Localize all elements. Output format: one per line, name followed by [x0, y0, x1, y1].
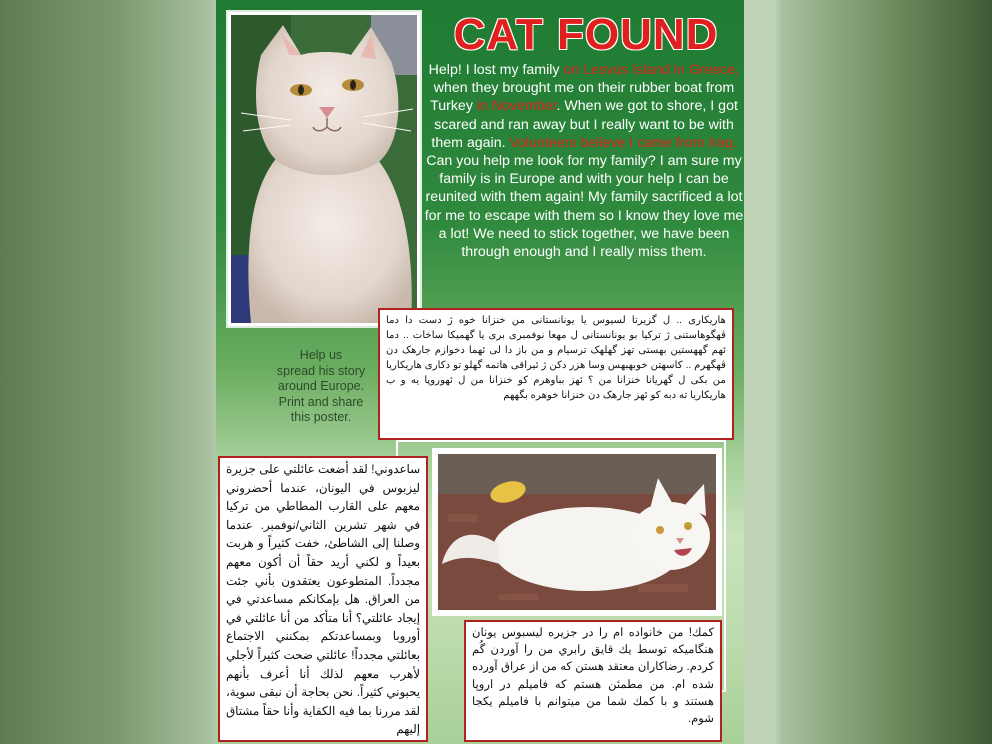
cat-face-photo — [226, 10, 422, 328]
story-highlight: in November — [476, 98, 557, 115]
lost-cat-poster — [216, 0, 744, 744]
story-segment: Can you help me look for my family? I am sure my family is in Europe and with your help I can be reunited with them again! My family sacrificed a lot for me to escape with them so I know they love me a lot! We need to stick together, we have been through enough and I really miss them. — [424, 153, 744, 261]
help-line: around Europe. — [277, 379, 365, 393]
story-highlight: Volunteers believe I came from Iraq. — [509, 134, 737, 151]
story-segment: . When we got to shore, I got scared and ran away but I really want to be with them again. — [431, 98, 738, 151]
connector-line — [396, 440, 398, 456]
kurdish-text-box: هاریکاری .. ل گزیرتا لسیوس یا یونانستانی من خنزانا خوه ژ دست دا دما ڤهگوهاستنی ژ ترکیا بو یونانستانی ل مهعا نوفمبری بری یا گهمیکا ساخات .. دما ئهم گههستین بهستی تهز گهلهک ترسیام و من باز دا لی ئهما دخوازم جارهک دن ڤهگهرم .. کاسهتن خوبهبهس وسا هزر دکن ژ ئیراقی هاتمه گهلو تو دکاری هاریکاریا من بکی ل گهریانا خنزانا من ؟ ئهز بباوهرم کو خنزانا من ل ئهوروپا یه و ب هاریکاریا ته دبه کو ئهز جارهک دن خنزانا خوهره بگههم — [378, 308, 734, 440]
connector-line — [396, 440, 726, 442]
cat-lying-illustration — [438, 454, 716, 610]
story-segment: when they brought me on their rubber boat from Turkey — [430, 80, 735, 115]
poster-title: CAT FOUND — [453, 10, 719, 59]
help-line: Help us — [299, 348, 343, 362]
cat-face-illustration — [231, 15, 417, 323]
connector-line — [724, 440, 726, 692]
help-line: this poster. — [290, 410, 352, 424]
farsi-text-box: كمك! من خانواده ام را در جزيره ليسبوس يونان هنگاميكه توسط يك قايق رابري من را آوردن گُم كردم. رضاكاران معتقد هستن كه من از عراق آورده شده ام. من مطمئن هستم كه فاميلم در اروپا هستند و با كمك شما من ميتوانم با فاميلم يكجا شوم. — [464, 620, 722, 742]
story-segment: Help! I lost my family — [428, 62, 564, 78]
help-line: Print and share — [278, 394, 364, 409]
arabic-text-box: ساعدوني! لقد أضعت عائلتي على جزيرة ليزبوس في اليونان، عندما أحضروني معهم على القارب المطاطي من تركيا في شهر تشرين الثاني/نوفمبر. عندما وصلنا إلى الشاطئ، خفت كثيراً و هربت بعيداً و لكني أريد حقاً أن أكون معهم مجدداً. المتطوعون يعتقدون بأني جئت من العراق. هل بإمكانكم مساعدتي في إيجاد عائلتي؟ أنا متأكد من أنا عائلتي في أوروبا وبمساعدتكم بمكنني الاجتماع بعائلتي مجدداً! عائلتي ضحت كثيراً لأجلي لأهرب معهم لذلك أنا أعرف بأنهم يحبوني كثيراً. نحن بحاجة أن نبقى سوية، لقد مررنا بما فيه الكفاية وأنا حقاً مشتاق إليهم — [218, 456, 428, 742]
story-highlight: on Lesvos Island in Greece, — [563, 62, 740, 78]
cat-lying-photo — [432, 448, 722, 616]
help-line: spread his story — [276, 363, 366, 378]
story-paragraph — [424, 61, 744, 261]
help-share-note — [246, 348, 396, 426]
